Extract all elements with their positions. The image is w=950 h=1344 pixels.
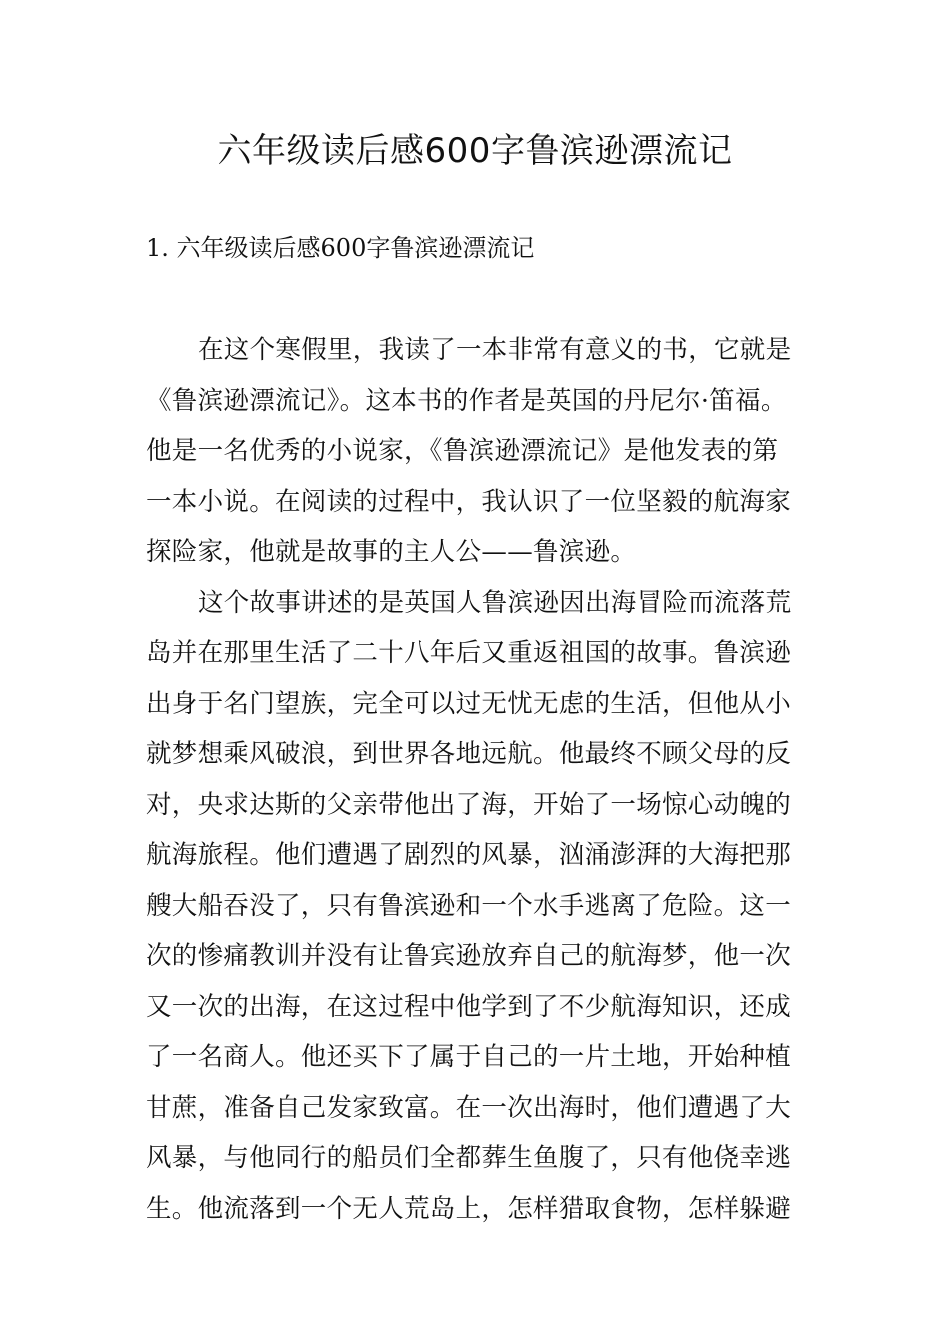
paragraph-line: 一本小说。在阅读的过程中，我认识了一位坚毅的航海家 — [146, 486, 792, 517]
paragraph-line: 这个故事讲述的是英国人鲁滨逊因出海冒险而流落荒 — [198, 587, 792, 618]
paragraph-line: 了一名商人。他还买下了属于自己的一片土地，开始种植 — [146, 1042, 792, 1072]
paragraph-line: 甘蔗，准备自己发家致富。在一次出海时，他们遭遇了大 — [146, 1092, 792, 1123]
paragraph-line: 风暴，与他同行的船员们全都葬生鱼腹了，只有他侥幸逃 — [146, 1143, 792, 1173]
paragraph-line: 就梦想乘风破浪，到世界各地远航。他最终不顾父母的反 — [146, 739, 792, 769]
paragraph-line: 又一次的出海，在这过程中他学到了不少航海知识，还成 — [146, 991, 792, 1022]
section-heading: 1. 六年级读后感600字鲁滨逊漂流记 — [146, 234, 535, 262]
paragraph-line: 岛并在那里生活了二十八年后又重返祖国的故事。鲁滨逊 — [146, 638, 792, 668]
paragraph-line: 生。他流落到一个无人荒岛上，怎样猎取食物，怎样躲避 — [146, 1193, 792, 1224]
paragraph-line: 出身于名门望族，完全可以过无忧无虑的生活，但他从小 — [146, 688, 792, 719]
paragraph-line: 《鲁滨逊漂流记》。这本书的作者是英国的丹尼尔·笛福。 — [146, 385, 787, 416]
paragraph-line: 在这个寒假里，我读了一本非常有意义的书，它就是 — [198, 335, 792, 365]
paragraph-line: 对，央求达斯的父亲带他出了海，开始了一场惊心动魄的 — [146, 789, 792, 820]
paragraph-line: 他是一名优秀的小说家，《鲁滨逊漂流记》是他发表的第 — [146, 436, 779, 466]
paragraph-line: 艘大船吞没了，只有鲁滨逊和一个水手逃离了危险。这一 — [146, 890, 792, 921]
document-title: 六年级读后感600字鲁滨逊漂流记 — [217, 131, 733, 171]
paragraph-line: 探险家，他就是故事的主人公——鲁滨逊。 — [146, 537, 637, 567]
paragraph-line: 次的惨痛教训并没有让鲁宾逊放弃自己的航海梦，他一次 — [146, 941, 792, 971]
document-body — [146, 328, 826, 1237]
paragraph-line: 航海旅程。他们遭遇了剧烈的风暴，汹涌澎湃的大海把那 — [146, 840, 792, 870]
